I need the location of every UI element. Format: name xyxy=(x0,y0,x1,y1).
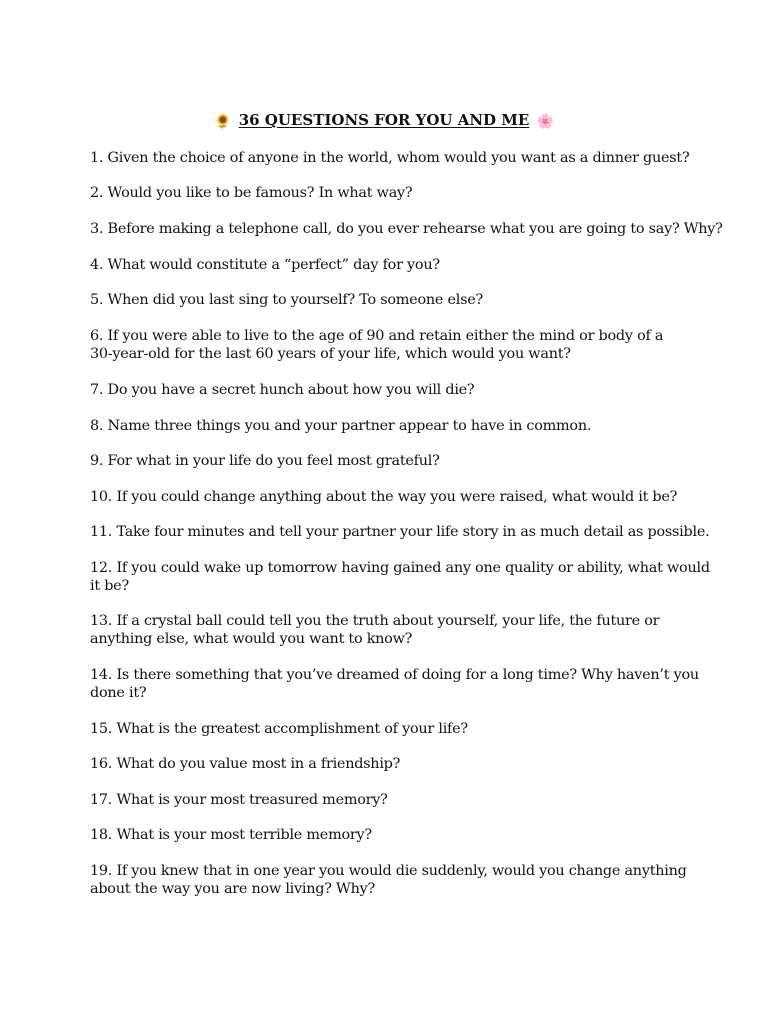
question-line: 7. Do you have a secret hunch about how you will die? xyxy=(90,382,475,398)
question-line: 11. Take four minutes and tell your partner your life story in as much detail as possible. xyxy=(90,524,710,540)
question-7 xyxy=(90,381,686,399)
question-line: 9. For what in your life do you feel most grateful? xyxy=(90,453,440,469)
question-9 xyxy=(90,452,686,470)
title-text: 36 QUESTIONS FOR YOU AND ME xyxy=(238,111,530,129)
question-line: 15. What is the greatest accomplishment of your life? xyxy=(90,721,468,737)
question-17 xyxy=(90,791,686,809)
question-line: 18. What is your most terrible memory? xyxy=(90,827,372,843)
question-1 xyxy=(90,149,690,167)
document-title xyxy=(0,110,768,132)
question-line: 19. If you knew that in one year you would die suddenly, would you change anything xyxy=(90,863,687,879)
question-line: 6. If you were able to live to the age of 90 and retain either the mind or body of a xyxy=(90,328,664,344)
question-3 xyxy=(90,220,723,238)
question-18 xyxy=(90,826,686,844)
question-line: done it? xyxy=(90,685,147,701)
question-line: 2. Would you like to be famous? In what way? xyxy=(90,185,413,201)
question-13 xyxy=(90,612,686,648)
question-2 xyxy=(90,184,686,202)
question-4 xyxy=(90,256,686,274)
question-6 xyxy=(90,327,686,363)
cherry-blossom-icon: 🌸 xyxy=(536,114,554,130)
question-12 xyxy=(90,559,710,595)
question-line: it be? xyxy=(90,578,129,594)
question-15 xyxy=(90,720,686,738)
question-16 xyxy=(90,755,686,773)
question-line: 3. Before making a telephone call, do you ever rehearse what you are going to say? Why? xyxy=(90,221,723,237)
question-line: 4. What would constitute a “perfect” day for you? xyxy=(90,257,440,273)
question-8 xyxy=(90,417,686,435)
question-14 xyxy=(90,666,699,702)
question-10 xyxy=(90,488,686,506)
question-11 xyxy=(90,523,710,541)
question-line: about the way you are now living? Why? xyxy=(90,881,375,897)
question-line: 12. If you could wake up tomorrow having gained any one quality or ability, what would xyxy=(90,560,710,576)
sunflower-icon: 🌻 xyxy=(214,114,232,130)
question-line: 13. If a crystal ball could tell you the truth about yourself, your life, the future or xyxy=(90,613,660,629)
question-line: 8. Name three things you and your partner appear to have in common. xyxy=(90,418,592,434)
question-line: 10. If you could change anything about the way you were raised, what would it be? xyxy=(90,489,678,505)
question-19 xyxy=(90,862,686,898)
question-line: 17. What is your most treasured memory? xyxy=(90,792,388,808)
question-5 xyxy=(90,291,686,309)
question-line: 30-year-old for the last 60 years of your life, which would you want? xyxy=(90,346,571,362)
question-line: 1. Given the choice of anyone in the world, whom would you want as a dinner guest? xyxy=(90,150,690,166)
question-line: 5. When did you last sing to yourself? To someone else? xyxy=(90,292,483,308)
question-line: 16. What do you value most in a friendship? xyxy=(90,756,401,772)
question-line: 14. Is there something that you’ve dreamed of doing for a long time? Why haven’t you xyxy=(90,667,699,683)
question-line: anything else, what would you want to know? xyxy=(90,631,413,647)
